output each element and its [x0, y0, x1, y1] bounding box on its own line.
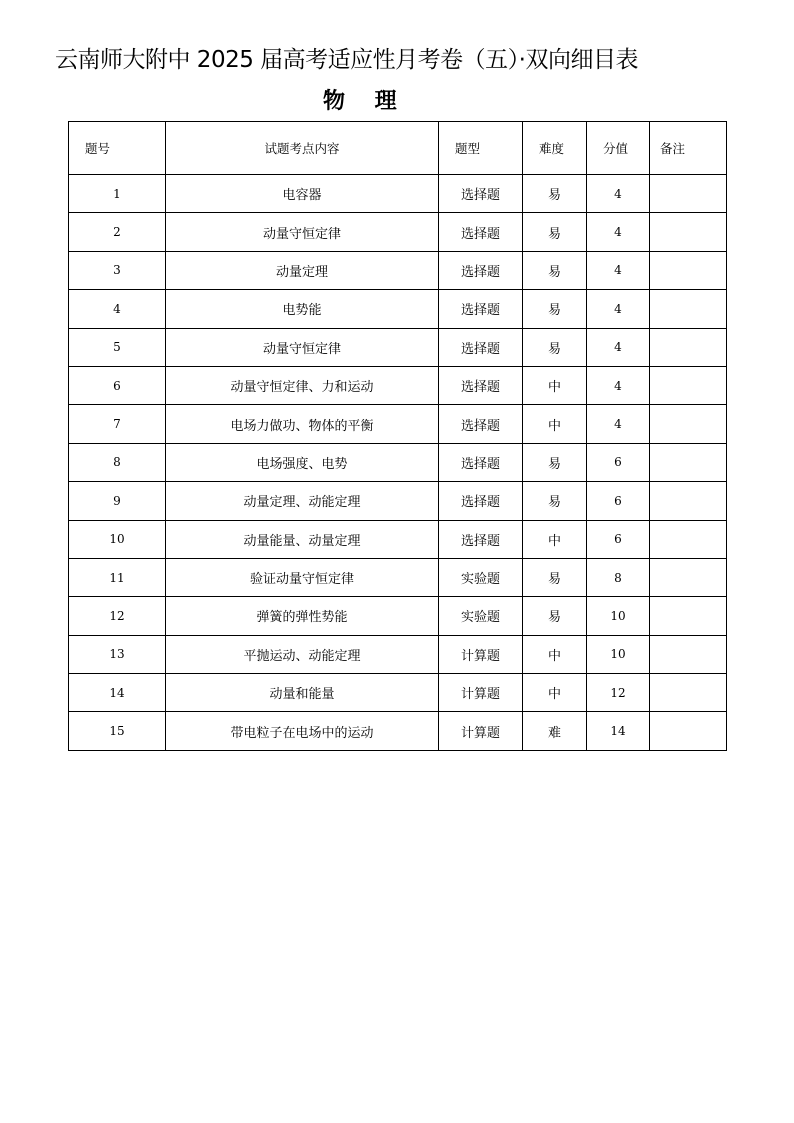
table-row	[69, 520, 727, 558]
cell-note	[650, 443, 727, 481]
cell-difficulty: 易	[523, 482, 587, 520]
specification-table	[68, 121, 727, 751]
cell-content: 动量和能量	[166, 674, 439, 712]
table-row	[69, 712, 727, 750]
cell-note	[650, 328, 727, 366]
cell-number: 7	[69, 405, 166, 443]
cell-content: 动量守恒定律	[166, 213, 439, 251]
cell-type: 实验题	[439, 558, 523, 596]
cell-note	[650, 366, 727, 404]
cell-content: 动量定理	[166, 251, 439, 289]
cell-score: 4	[587, 366, 650, 404]
table-row	[69, 674, 727, 712]
cell-content: 弹簧的弹性势能	[166, 597, 439, 635]
cell-difficulty: 难	[523, 712, 587, 750]
cell-difficulty: 中	[523, 674, 587, 712]
cell-score: 4	[587, 251, 650, 289]
cell-type: 选择题	[439, 175, 523, 213]
cell-content: 动量能量、动量定理	[166, 520, 439, 558]
cell-content: 电场力做功、物体的平衡	[166, 405, 439, 443]
cell-note	[650, 674, 727, 712]
table-header-row	[69, 122, 727, 175]
cell-difficulty: 易	[523, 251, 587, 289]
cell-difficulty: 易	[523, 443, 587, 481]
cell-note	[650, 290, 727, 328]
table-row	[69, 635, 727, 673]
cell-score: 14	[587, 712, 650, 750]
subject-heading: 物 理	[323, 89, 397, 114]
cell-difficulty: 易	[523, 213, 587, 251]
header-type: 题型	[439, 122, 523, 175]
cell-type: 选择题	[439, 290, 523, 328]
cell-type: 计算题	[439, 674, 523, 712]
table-row	[69, 366, 727, 404]
cell-difficulty: 中	[523, 635, 587, 673]
table-row	[69, 175, 727, 213]
cell-number: 1	[69, 175, 166, 213]
cell-score: 10	[587, 635, 650, 673]
table-body	[69, 175, 727, 751]
cell-difficulty: 易	[523, 328, 587, 366]
cell-score: 8	[587, 558, 650, 596]
cell-content: 电势能	[166, 290, 439, 328]
cell-difficulty: 中	[523, 405, 587, 443]
cell-note	[650, 635, 727, 673]
cell-score: 6	[587, 482, 650, 520]
cell-note	[650, 482, 727, 520]
cell-number: 15	[69, 712, 166, 750]
cell-number: 10	[69, 520, 166, 558]
table-row	[69, 290, 727, 328]
cell-number: 12	[69, 597, 166, 635]
document-title: 云南师大附中 2025 届高考适应性月考卷（五）·双向细目表	[55, 47, 638, 73]
cell-note	[650, 597, 727, 635]
cell-number: 2	[69, 213, 166, 251]
cell-note	[650, 251, 727, 289]
header-number: 题号	[69, 122, 166, 175]
cell-type: 选择题	[439, 213, 523, 251]
header-note: 备注	[650, 122, 727, 175]
cell-content: 电容器	[166, 175, 439, 213]
cell-content: 动量守恒定律	[166, 328, 439, 366]
cell-number: 13	[69, 635, 166, 673]
cell-content: 动量定理、动能定理	[166, 482, 439, 520]
cell-type: 选择题	[439, 443, 523, 481]
cell-number: 3	[69, 251, 166, 289]
cell-type: 选择题	[439, 251, 523, 289]
cell-type: 选择题	[439, 520, 523, 558]
cell-difficulty: 易	[523, 558, 587, 596]
table-row	[69, 328, 727, 366]
header-score: 分值	[587, 122, 650, 175]
table-row	[69, 558, 727, 596]
cell-score: 4	[587, 213, 650, 251]
cell-content: 电场强度、电势	[166, 443, 439, 481]
cell-score: 6	[587, 520, 650, 558]
table-row	[69, 482, 727, 520]
cell-type: 选择题	[439, 405, 523, 443]
cell-type: 选择题	[439, 366, 523, 404]
cell-difficulty: 中	[523, 520, 587, 558]
cell-number: 8	[69, 443, 166, 481]
cell-note	[650, 520, 727, 558]
cell-content: 验证动量守恒定律	[166, 558, 439, 596]
cell-score: 4	[587, 405, 650, 443]
cell-score: 4	[587, 290, 650, 328]
cell-type: 选择题	[439, 482, 523, 520]
cell-number: 5	[69, 328, 166, 366]
cell-difficulty: 易	[523, 175, 587, 213]
cell-score: 4	[587, 328, 650, 366]
table-row	[69, 251, 727, 289]
cell-note	[650, 558, 727, 596]
cell-score: 6	[587, 443, 650, 481]
cell-note	[650, 213, 727, 251]
cell-difficulty: 中	[523, 366, 587, 404]
cell-type: 实验题	[439, 597, 523, 635]
table-row	[69, 405, 727, 443]
table-row	[69, 443, 727, 481]
cell-difficulty: 易	[523, 290, 587, 328]
cell-content: 带电粒子在电场中的运动	[166, 712, 439, 750]
cell-type: 选择题	[439, 328, 523, 366]
cell-note	[650, 712, 727, 750]
cell-content: 动量守恒定律、力和运动	[166, 366, 439, 404]
cell-content: 平抛运动、动能定理	[166, 635, 439, 673]
cell-number: 6	[69, 366, 166, 404]
cell-type: 计算题	[439, 712, 523, 750]
table-row	[69, 597, 727, 635]
cell-difficulty: 易	[523, 597, 587, 635]
cell-number: 4	[69, 290, 166, 328]
cell-score: 4	[587, 175, 650, 213]
cell-number: 9	[69, 482, 166, 520]
cell-note	[650, 405, 727, 443]
header-difficulty: 难度	[523, 122, 587, 175]
cell-number: 14	[69, 674, 166, 712]
cell-type: 计算题	[439, 635, 523, 673]
header-content: 试题考点内容	[166, 122, 439, 175]
table-row	[69, 213, 727, 251]
cell-note	[650, 175, 727, 213]
cell-score: 12	[587, 674, 650, 712]
cell-number: 11	[69, 558, 166, 596]
cell-score: 10	[587, 597, 650, 635]
